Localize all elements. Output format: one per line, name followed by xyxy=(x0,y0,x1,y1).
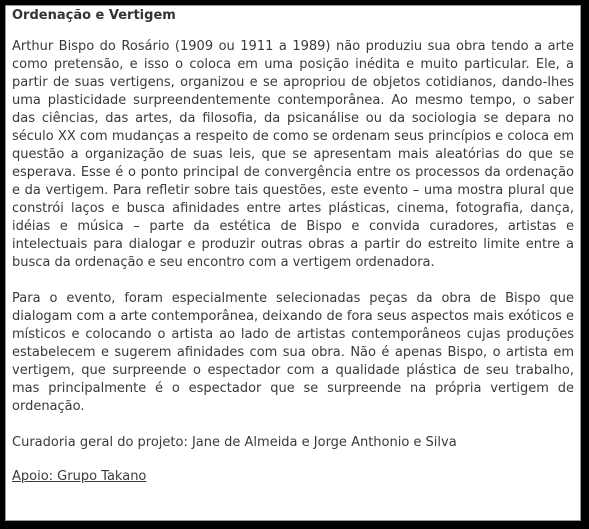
article-panel xyxy=(5,5,581,521)
article-title: Ordenação e Vertigem xyxy=(12,8,176,23)
article-paragraph-1: Arthur Bispo do Rosário (1909 ou 1911 a 1989) não produziu sua obra tendo a arte como pretensão, e isso o coloca em uma posição inédita e muito particular. Ele, a partir de suas vertigens, organizou e se apropriou de objetos cotidianos, dando-lhes uma plasticidade surpreendentemente contemporânea. Ao mesmo tempo, o saber das ciências, das artes, da filosofia, da psicanálise ou da sociologia se depara no século XX com mudanças a respeito de como se ordenam seus princípios e coloca em questão a organização de suas leis, que se apresentam mais aleatórias do que se esperava. Esse é o ponto principal de convergência entre os processos da ordenação e da vertigem. Para refletir sobre tais questões, este evento – uma mostra plural que constrói laços e busca afinidades entre artes plásticas, cinema, fotografia, dança, idéias e música – parte da estética de Bispo e convida curadores, artistas e intelectuais para dialogar e produzir outras obras a partir do estreito limite entre a busca da ordenação e seu encontro com a vertigem ordenadora. xyxy=(12,39,574,270)
article-paragraph-2: Para o evento, foram especialmente selecionadas peças da obra de Bispo que dialogam com a arte contemporânea, deixando de fora seus aspectos mais exóticos e místicos e colocando o artista ao lado de artistas contemporâneos cujas produções estabelecem e sugerem afinidades com sua obra. Não é apenas Bispo, o artista em vertigem, que surpreende o espectador com a qualidade plástica de seu trabalho, mas principalmente é o espectador que se surpreende na própria vertigem de ordenação. xyxy=(12,291,574,414)
curatorship-credit: Curadoria geral do projeto: Jane de Almeida e Jorge Anthonio e Silva xyxy=(12,435,457,450)
support-link[interactable]: Apoio: Grupo Takano xyxy=(12,469,147,484)
